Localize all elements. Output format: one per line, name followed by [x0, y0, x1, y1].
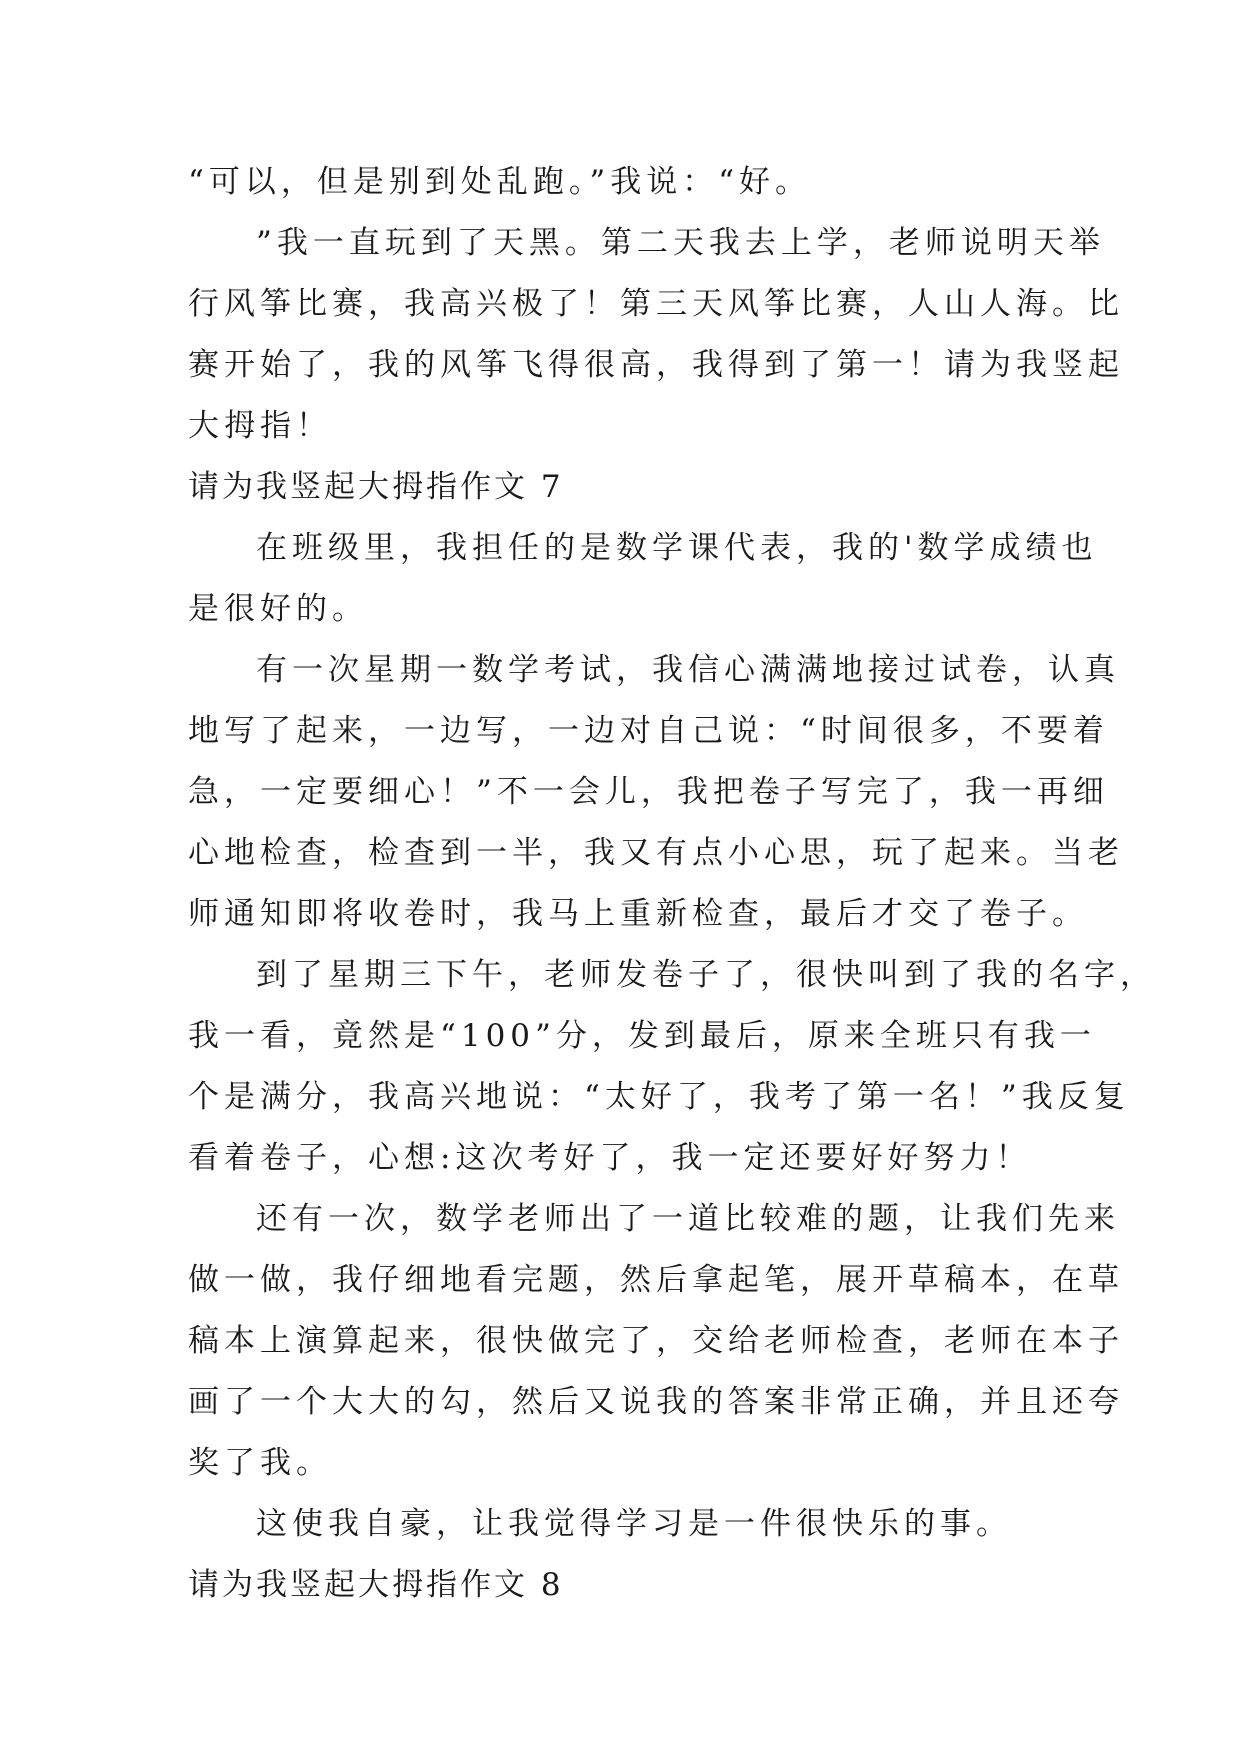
text-line: 有一次星期一数学考试，我信心满满地接过试卷，认真 — [256, 652, 1120, 688]
text-line: 奖了我。 — [188, 1445, 332, 1481]
text-line: “可以，但是别到处乱跑。”我说：“好。 — [188, 164, 812, 200]
text-line: 地写了起来，一边写，一边对自己说：“时间很多，不要着 — [188, 713, 1109, 749]
text-line: 画了一个大大的勾，然后又说我的答案非常正确，并且还夸 — [188, 1384, 1124, 1420]
section-heading: 请为我竖起大拇指作文 8 — [188, 1567, 564, 1603]
text-line: 是很好的。 — [188, 591, 368, 627]
text-line: 行风筝比赛，我高兴极了！第三天风筝比赛，人山人海。比 — [188, 286, 1124, 322]
text-line: ”我一直玩到了天黑。第二天我去上学，老师说明天举 — [256, 225, 1105, 261]
text-line: 我一看，竟然是“100”分，发到最后，原来全班只有我一 — [188, 1018, 1096, 1054]
section-heading: 请为我竖起大拇指作文 7 — [188, 469, 564, 505]
text-line: 赛开始了，我的风筝飞得很高，我得到了第一！请为我竖起 — [188, 347, 1124, 383]
text-line: 稿本上演算起来，很快做完了，交给老师检查，老师在本子 — [188, 1323, 1124, 1359]
text-line: 到了星期三下午，老师发卷子了，很快叫到了我的名字， — [256, 957, 1156, 993]
text-line: 师通知即将收卷时，我马上重新检查，最后才交了卷子。 — [188, 896, 1088, 932]
text-line: 还有一次，数学老师出了一道比较难的题，让我们先来 — [256, 1201, 1120, 1237]
text-line: 做一做，我仔细地看完题，然后拿起笔，展开草稿本，在草 — [188, 1262, 1124, 1298]
document-page — [188, 152, 1156, 1616]
text-line: 心地检查，检查到一半，我又有点小心思，玩了起来。当老 — [188, 835, 1124, 871]
text-line: 急，一定要细心！”不一会儿，我把卷子写完了，我一再细 — [188, 774, 1109, 810]
text-line: 在班级里，我担任的是数学课代表，我的'数学成绩也 — [256, 530, 1098, 566]
text-line: 大拇指！ — [188, 408, 332, 444]
text-line: 看着卷子，心想:这次考好了，我一定还要好好努力！ — [188, 1140, 1032, 1176]
text-line: 这使我自豪，让我觉得学习是一件很快乐的事。 — [256, 1506, 1012, 1542]
text-line: 个是满分，我高兴地说：“太好了，我考了第一名！”我反复 — [188, 1079, 1130, 1115]
